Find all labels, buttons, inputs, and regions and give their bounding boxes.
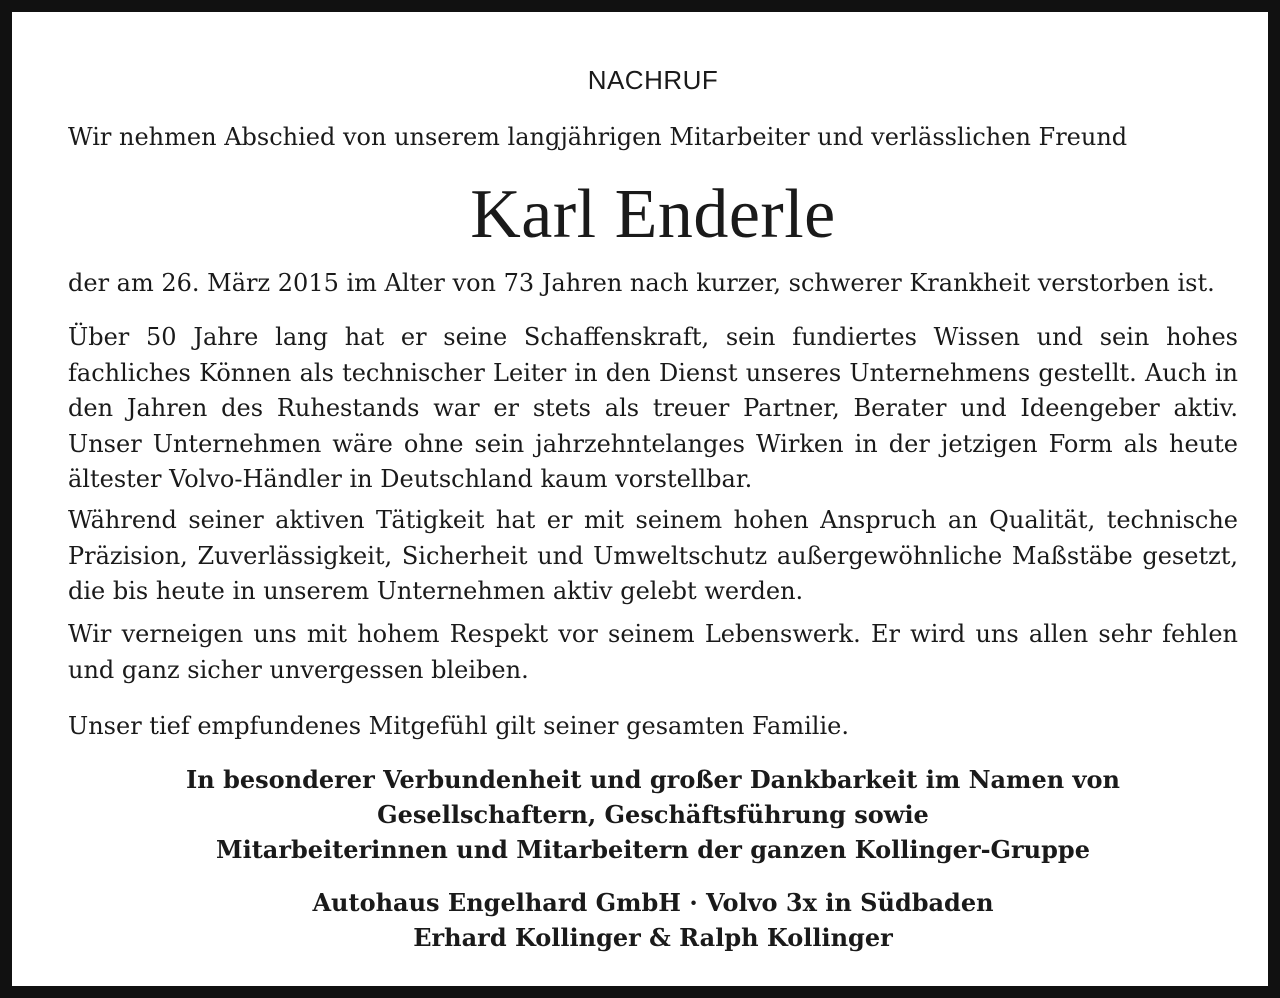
signature-block [68,885,1238,955]
paragraph-respect: Wir verneigen uns mit hohem Respekt vor seinem Lebenswerk. Er wird uns allen sehr fehlen und ganz sicher unvergessen bleiben. [68,620,1238,684]
closing-line: In besonderer Verbundenheit und großer Dankbarkeit im Namen von [186,765,1120,794]
paragraph-achievements: Während seiner aktiven Tätigkeit hat er mit seinem hohen Anspruch an Qualität, technische Präzision, Zuverlässigkeit, Sicherheit und Umweltschutz außergewöhnliche Maßstäbe gesetzt, die bis heute in unserem Unternehmen aktiv gelebt werden. [68,506,1238,605]
paragraph-condolence: Unser tief empfundenes Mitgefühl gilt seiner gesamten Familie. [68,712,849,740]
deceased-name: Karl Enderle [470,176,836,253]
paragraph-career: Über 50 Jahre lang hat er seine Schaffenskraft, sein fundiertes Wissen und sein hohes fachliches Können als technischer Leiter in den Dienst unseres Unternehmens gestellt. Auch in den Jahren des Ruhestands war er stets als treuer Partner, Berater und Ideengeber aktiv. Unser Unternehmen wäre ohne sein jahrzehntelanges Wirken in der jetzigen Form als heute ältester Volvo-Händler in Deutschland kaum vorstellbar. [68,323,1238,493]
intro-text: Wir nehmen Abschied von unserem langjährigen Mitarbeiter und verlässlichen Freund [68,123,1128,151]
signatories: Erhard Kollinger & Ralph Kollinger [413,923,893,952]
death-details: der am 26. März 2015 im Alter von 73 Jahren nach kurzer, schwerer Krankheit verstorben ist. [68,269,1215,297]
closing-line: Mitarbeiterinnen und Mitarbeitern der ganzen Kollinger-Gruppe [216,835,1090,864]
closing-block [68,762,1238,867]
company-name: Autohaus Engelhard GmbH · Volvo 3x in Südbaden [312,888,994,917]
notice-heading: NACHRUF [587,65,719,95]
closing-line: Gesellschaftern, Geschäftsführung sowie [377,800,929,829]
